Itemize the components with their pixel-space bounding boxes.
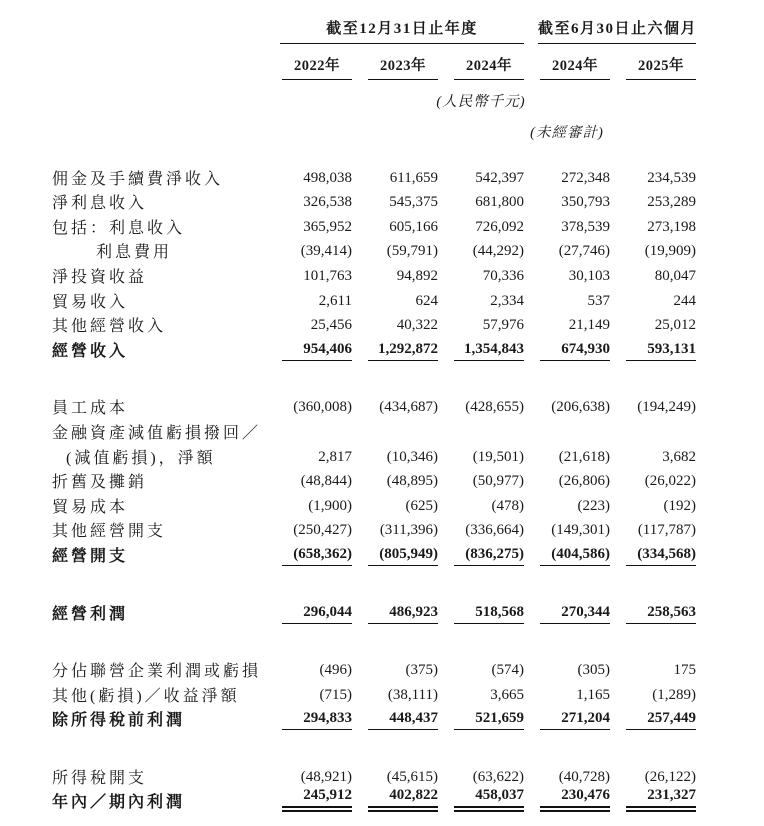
section-gap <box>52 566 696 599</box>
cell-value: (19,501) <box>472 448 524 465</box>
cell-value: (149,301) <box>551 522 610 539</box>
section-gap <box>52 624 696 657</box>
table-body <box>52 164 696 812</box>
cell-value: (10,346) <box>386 448 438 465</box>
table-row <box>52 468 696 493</box>
cell-value: (26,022) <box>644 473 696 490</box>
table-row <box>52 189 696 214</box>
cell-value: 175 <box>673 662 696 679</box>
cell-value: 350,793 <box>561 194 610 211</box>
cell-value: (1,900) <box>308 497 352 514</box>
cell-value <box>266 441 352 443</box>
cell-value: 521,659 <box>438 710 524 730</box>
cell-value: 542,397 <box>475 169 524 186</box>
row-label: 佣金及手續費淨收入 <box>52 170 224 188</box>
cell-value: 726,092 <box>475 218 524 235</box>
row-label: 貿易收入 <box>52 293 129 311</box>
cell-value: 244 <box>673 292 696 309</box>
table-row <box>52 164 696 189</box>
cell-value: (40,728) <box>558 768 610 785</box>
cell-value: 518,568 <box>438 604 524 624</box>
table-row <box>52 706 696 731</box>
cell-value: 94,892 <box>396 267 438 284</box>
cell-value: (360,008) <box>293 399 352 416</box>
row-label: 其他經營開支 <box>52 523 167 541</box>
cell-value: 271,204 <box>524 710 610 730</box>
period-group-interim-label: 截至6月30日止六個月 <box>538 21 698 37</box>
unaudited-note: (未經審計) <box>530 125 604 141</box>
row-label: 包括：利息收入 <box>52 219 186 237</box>
table-row <box>52 213 696 238</box>
period-group-interim <box>538 17 696 44</box>
table-row <box>52 681 696 706</box>
year-header-2024: 2024年 <box>438 54 524 80</box>
cell-value: (336,664) <box>465 522 524 539</box>
cell-value: (39,414) <box>300 243 352 260</box>
cell-value: 458,037 <box>438 787 524 812</box>
cell-value: (45,615) <box>386 768 438 785</box>
row-label: 經營收入 <box>52 342 129 360</box>
table-header <box>52 14 696 142</box>
cell-value: 257,449 <box>610 710 696 730</box>
cell-value: (305) <box>577 662 610 679</box>
table-row <box>52 657 696 682</box>
period-group-annual <box>280 17 524 44</box>
cell-value: (496) <box>319 662 352 679</box>
cell-value: 611,659 <box>389 169 438 186</box>
cell-value: (27,746) <box>558 243 610 260</box>
cell-value: (59,791) <box>386 243 438 260</box>
cell-value: (404,586) <box>524 546 610 566</box>
currency-note-row <box>52 88 696 111</box>
cell-value: (63,622) <box>472 768 524 785</box>
row-label: 其他(虧損)／收益淨額 <box>52 687 240 705</box>
table-row <box>52 788 696 813</box>
income-statement-table <box>52 14 696 812</box>
row-label: 其他經營收入 <box>52 318 167 336</box>
cell-value: (26,122) <box>644 768 696 785</box>
cell-value: (26,806) <box>558 473 610 490</box>
cell-value: 486,923 <box>352 604 438 624</box>
cell-value: (428,655) <box>465 399 524 416</box>
table-row <box>52 336 696 361</box>
table-row <box>52 262 696 287</box>
row-label: (減值虧損)，淨額 <box>66 449 216 467</box>
cell-value: 1,165 <box>576 686 610 703</box>
cell-value <box>352 441 438 443</box>
cell-value: 40,322 <box>396 317 438 334</box>
cell-value <box>610 441 696 443</box>
cell-value: (434,687) <box>379 399 438 416</box>
cell-value: (836,275) <box>438 546 524 566</box>
cell-value: (192) <box>663 497 696 514</box>
year-header-2022: 2022年 <box>266 54 352 80</box>
row-label: 經營開支 <box>52 547 129 565</box>
table-row <box>52 541 696 566</box>
cell-value: 230,476 <box>524 787 610 812</box>
row-label: 淨利息收入 <box>52 195 148 213</box>
unaudited-note-row <box>52 119 696 142</box>
cell-value: (21,618) <box>558 448 610 465</box>
cell-value: 234,539 <box>647 169 696 186</box>
cell-value: 231,327 <box>610 787 696 812</box>
cell-value: 80,047 <box>654 267 696 284</box>
cell-value: 21,149 <box>568 317 610 334</box>
table-row <box>52 763 696 788</box>
cell-value: (38,111) <box>387 686 438 703</box>
cell-value: (334,568) <box>610 546 696 566</box>
cell-value <box>524 441 610 443</box>
cell-value: (48,844) <box>300 473 352 490</box>
currency-note: (人民幣千元) <box>436 94 526 110</box>
cell-value: (19,909) <box>644 243 696 260</box>
cell-value: 296,044 <box>266 604 352 624</box>
cell-value: (206,638) <box>551 399 610 416</box>
cell-value: 624 <box>415 292 438 309</box>
cell-value: 378,539 <box>561 218 610 235</box>
section-gap <box>52 730 696 763</box>
row-label: 分佔聯營企業利潤或虧損 <box>52 663 262 681</box>
cell-value: (805,949) <box>352 546 438 566</box>
cell-value: 498,038 <box>303 169 352 186</box>
row-label: 貿易成本 <box>52 498 129 516</box>
cell-value: (625) <box>405 497 438 514</box>
cell-value: 57,976 <box>482 317 524 334</box>
cell-value: 674,930 <box>524 341 610 361</box>
cell-value: 1,354,843 <box>438 341 524 361</box>
cell-value: 245,912 <box>266 787 352 812</box>
table-row <box>52 418 696 443</box>
cell-value: (223) <box>577 497 610 514</box>
cell-value: 326,538 <box>303 194 352 211</box>
table-row <box>52 312 696 337</box>
row-label: 淨投資收益 <box>52 268 148 286</box>
year-header-2025-interim: 2025年 <box>610 54 696 80</box>
period-group-row <box>52 14 696 44</box>
cell-value <box>438 441 524 443</box>
cell-value: 2,611 <box>318 292 352 309</box>
year-header-row <box>52 56 696 80</box>
cell-value: (715) <box>319 686 352 703</box>
row-label: 除所得稅前利潤 <box>52 712 186 730</box>
year-header-2024-interim: 2024年 <box>524 54 610 80</box>
cell-value: (250,427) <box>293 522 352 539</box>
cell-value: 25,456 <box>310 317 352 334</box>
cell-value: 2,817 <box>318 448 352 465</box>
cell-value: 273,198 <box>647 218 696 235</box>
cell-value: (194,249) <box>637 399 696 416</box>
table-row <box>52 394 696 419</box>
cell-value: (48,895) <box>386 473 438 490</box>
row-label: 金融資產減值虧損撥回／ <box>52 424 262 442</box>
cell-value: 537 <box>587 292 610 309</box>
cell-value: (658,362) <box>266 546 352 566</box>
table-row <box>52 492 696 517</box>
cell-value: (574) <box>491 662 524 679</box>
cell-value: (50,977) <box>472 473 524 490</box>
cell-value: (478) <box>491 497 524 514</box>
cell-value: 3,665 <box>490 686 524 703</box>
cell-value: 294,833 <box>266 710 352 730</box>
table-row <box>52 443 696 468</box>
cell-value: 681,800 <box>475 194 524 211</box>
cell-value: 30,103 <box>568 267 610 284</box>
table-row <box>52 238 696 263</box>
cell-value: 70,336 <box>482 267 524 284</box>
period-group-annual-label: 截至12月31日止年度 <box>326 21 478 37</box>
cell-value: 954,406 <box>266 341 352 361</box>
cell-value: 2,334 <box>490 292 524 309</box>
row-label: 所得稅開支 <box>52 769 148 787</box>
cell-value: 1,292,872 <box>352 341 438 361</box>
cell-value: (48,921) <box>300 768 352 785</box>
row-label: 利息費用 <box>96 244 173 262</box>
section-gap <box>52 361 696 394</box>
cell-value: (311,396) <box>379 522 438 539</box>
row-label: 員工成本 <box>52 400 129 418</box>
row-label: 年內／期內利潤 <box>52 794 186 812</box>
cell-value: 253,289 <box>647 194 696 211</box>
cell-value: 605,166 <box>389 218 438 235</box>
cell-value: (375) <box>405 662 438 679</box>
cell-value: 270,344 <box>524 604 610 624</box>
table-row <box>52 599 696 624</box>
cell-value: 545,375 <box>389 194 438 211</box>
cell-value: (117,787) <box>637 522 696 539</box>
cell-value: (1,289) <box>652 686 696 703</box>
cell-value: 258,563 <box>610 604 696 624</box>
table-row <box>52 287 696 312</box>
cell-value: 593,131 <box>610 341 696 361</box>
row-label: 經營利潤 <box>52 605 129 623</box>
row-label: 折舊及攤銷 <box>52 474 148 492</box>
cell-value: 272,348 <box>561 169 610 186</box>
cell-value: 3,682 <box>662 448 696 465</box>
cell-value: 365,952 <box>303 218 352 235</box>
cell-value: 448,437 <box>352 710 438 730</box>
table-row <box>52 517 696 542</box>
cell-value: 402,822 <box>352 787 438 812</box>
cell-value: (44,292) <box>472 243 524 260</box>
cell-value: 25,012 <box>654 317 696 334</box>
cell-value: 101,763 <box>303 267 352 284</box>
year-header-2023: 2023年 <box>352 54 438 80</box>
